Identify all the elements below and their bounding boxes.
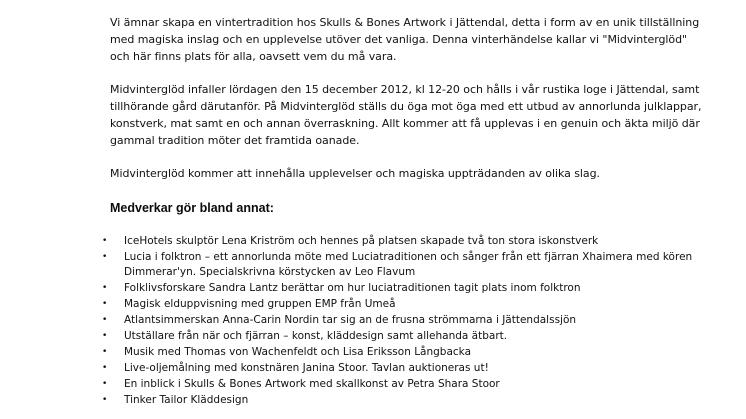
bullet-icon: •	[102, 251, 108, 262]
intro-paragraph: Vi ämnar skapa en vintertradition hos Skulls & Bones Artwork i Jättendal, detta i form av en unik tillställning med magiska inslag och en upplevelse utöver det vanliga. Denna vinterhändelse kallar vi "Midvinterglöd" och här finns plats för alla, oavsett vem du må vara.	[110, 16, 700, 64]
list-item-text: En inblick i Skulls & Bones Artwork med skallkonst av Petra Shara Stoor	[124, 377, 500, 390]
list-item-text: Magisk elduppvisning med gruppen EMP från Umeå	[124, 298, 396, 311]
list-item-text: IceHotels skulptör Lena Kriström och hennes på platsen skapade två ton stora iskonstverk	[124, 234, 599, 247]
bullet-icon: •	[102, 331, 108, 342]
list-item	[102, 250, 710, 282]
list-item-text: Musik med Thomas von Wachenfeldt och Lisa Eriksson Långbacka	[124, 345, 471, 358]
list-item	[102, 345, 710, 361]
list-item	[102, 281, 710, 297]
participants-list	[102, 234, 710, 409]
bullet-icon: •	[102, 362, 108, 373]
bullet-icon: •	[102, 315, 108, 326]
list-item-text: Live-oljemålning med konstnären Janina Stoor. Tavlan auktioneras ut!	[124, 361, 489, 374]
bullet-icon: •	[102, 378, 108, 389]
list-item-text: Atlantsimmerskan Anna-Carin Nordin tar sig an de frusna strömmarna i Jättendalssjön	[124, 314, 577, 327]
participants-heading: Medverkar gör bland annat:	[110, 200, 274, 215]
list-item-text: Folklivsforskare Sandra Lantz berättar om hur luciatraditionen tagit plats inom folktron	[124, 282, 581, 295]
event-details-paragraph: Midvinterglöd infaller lördagen den 15 december 2012, kl 12-20 och hålls i vår rustika loge i Jättendal, samt tillhörande gård därutanför. På Midvinterglöd ställs du öga mot öga med ett utbud av annorlunda julklappar, konstverk, mat samt en och annan överraskning. Allt kommer att få upplevas i en genuin och äkta miljö där gammal tradition möter det framtida oanade.	[110, 82, 702, 148]
list-item	[102, 377, 710, 393]
bullet-icon: •	[102, 299, 108, 310]
list-item-text: Utställare från när och fjärran – konst, kläddesign samt allehanda ätbart.	[124, 330, 508, 343]
list-item	[102, 393, 710, 409]
list-item-text: Lucia i folktron – ett annorlunda möte med Luciatraditionen och sånger från ett fjärran Xhaimera med kören Dimmerar'yn. Specialskrivna körstycken av Leo Flavum	[124, 250, 693, 279]
bullet-icon: •	[102, 235, 108, 246]
list-item	[102, 234, 710, 250]
list-item	[102, 329, 710, 345]
list-item-text: Tinker Tailor Kläddesign	[124, 393, 249, 406]
bullet-icon: •	[102, 346, 108, 357]
bullet-icon: •	[102, 394, 108, 405]
list-item	[102, 297, 710, 313]
list-item	[102, 313, 710, 329]
program-summary-paragraph: Midvinterglöd kommer att innehålla upplevelser och magiska uppträdanden av olika slag.	[110, 167, 600, 181]
document-page	[102, 14, 710, 409]
list-item	[102, 361, 710, 377]
bullet-icon: •	[102, 283, 108, 294]
